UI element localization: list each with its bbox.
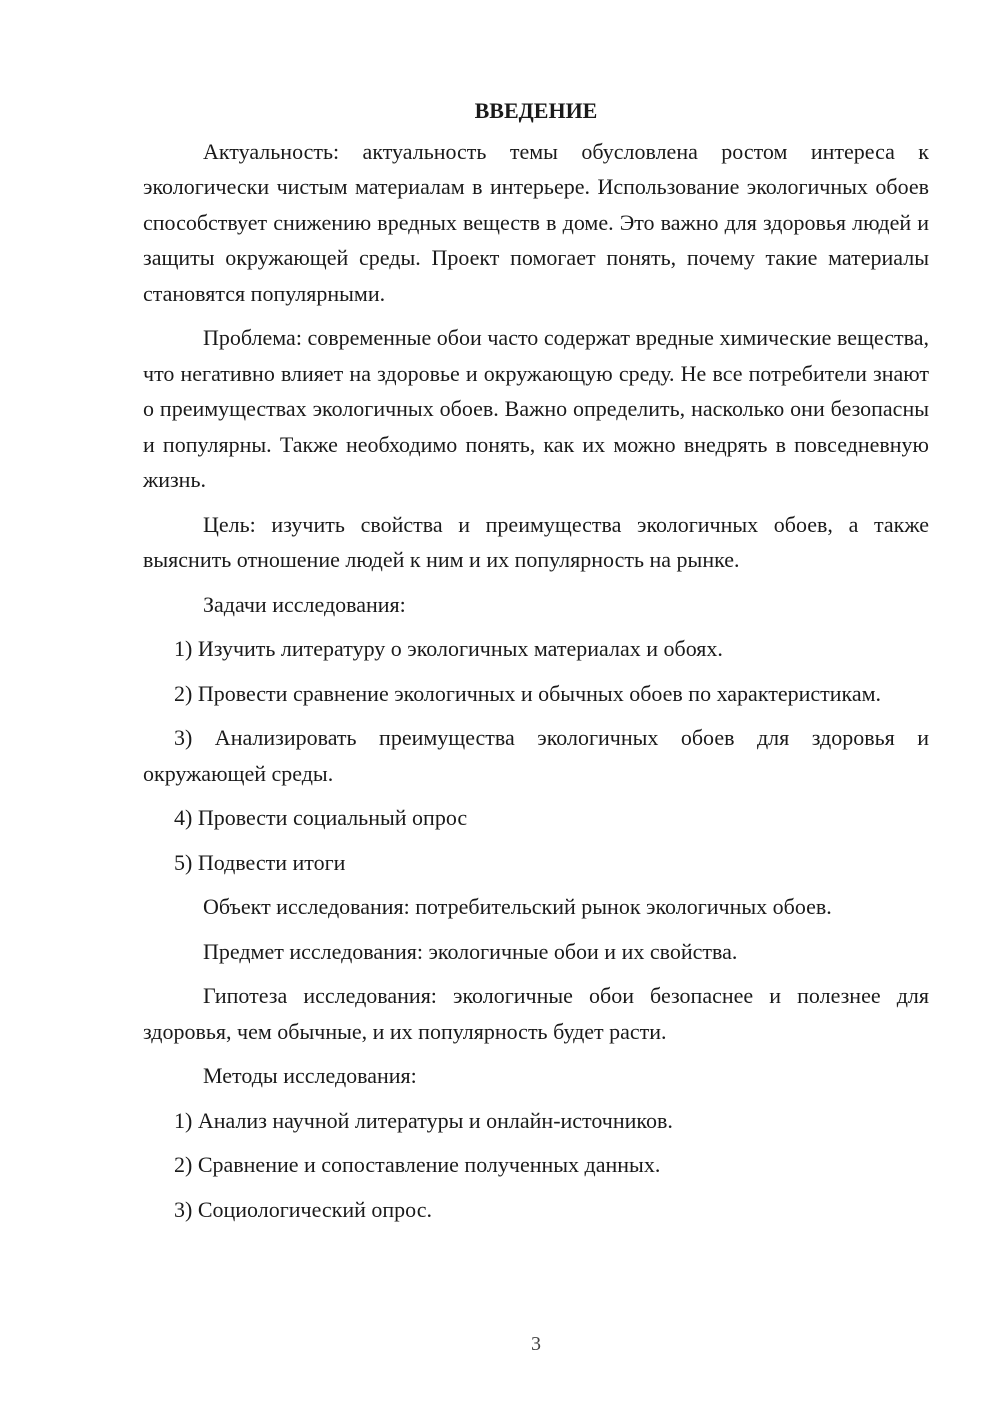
paragraph-subject: Предмет исследования: экологичные обои и их свойства. (203, 938, 738, 964)
method-item: 3) Социологический опрос. (174, 1196, 432, 1222)
tasks-heading: Задачи исследования: (203, 591, 406, 617)
method-item: 2) Сравнение и сопоставление полученных данных. (174, 1152, 661, 1177)
paragraph-problem: Проблема: современные обои часто содержат вредные химические вещества, что негативно влияет на здоровье и окружающую среду. Не все потребители знают о преимуществах экологичных обоев. Важно определить, насколько они безопасны и популярны. Также необходимо понять, как их можно внедрять в повседневную жизнь. (143, 325, 929, 492)
paragraph-hypothesis: Гипотеза исследования: экологичные обои безопаснее и полезнее для здоровья, чем обычные, и их популярность будет расти. (143, 983, 929, 1044)
page-content (143, 93, 929, 1236)
task-item: 2) Провести сравнение экологичных и обычных обоев по характеристикам. (174, 680, 882, 706)
task-item: 4) Провести социальный опрос (174, 805, 468, 830)
section-title: ВВЕДЕНИЕ (474, 98, 598, 123)
task-item: 5) Подвести итоги (174, 849, 346, 875)
paragraph-goal: Цель: изучить свойства и преимущества экологичных обоев, а также выяснить отношение людей к ним и их популярность на рынке. (143, 511, 929, 572)
page-number: 3 (531, 1333, 541, 1355)
methods-heading: Методы исследования: (203, 1063, 417, 1088)
method-item: 1) Анализ научной литературы и онлайн-источников. (174, 1107, 673, 1133)
paragraph-relevance: Актуальность: актуальность темы обусловлена ростом интереса к экологически чистым материалам в интерьере. Использование экологичных обоев способствует снижению вредных веществ в доме. Это важно для здоровья людей и защиты окружающей среды. Проект помогает понять, почему такие материалы становятся популярными. (143, 138, 929, 306)
task-item: 3) Анализировать преимущества экологичных обоев для здоровья и окружающей среды. (143, 725, 929, 786)
task-item: 1) Изучить литературу о экологичных материалах и обоях. (174, 636, 723, 661)
paragraph-object: Объект исследования: потребительский рынок экологичных обоев. (203, 894, 832, 919)
